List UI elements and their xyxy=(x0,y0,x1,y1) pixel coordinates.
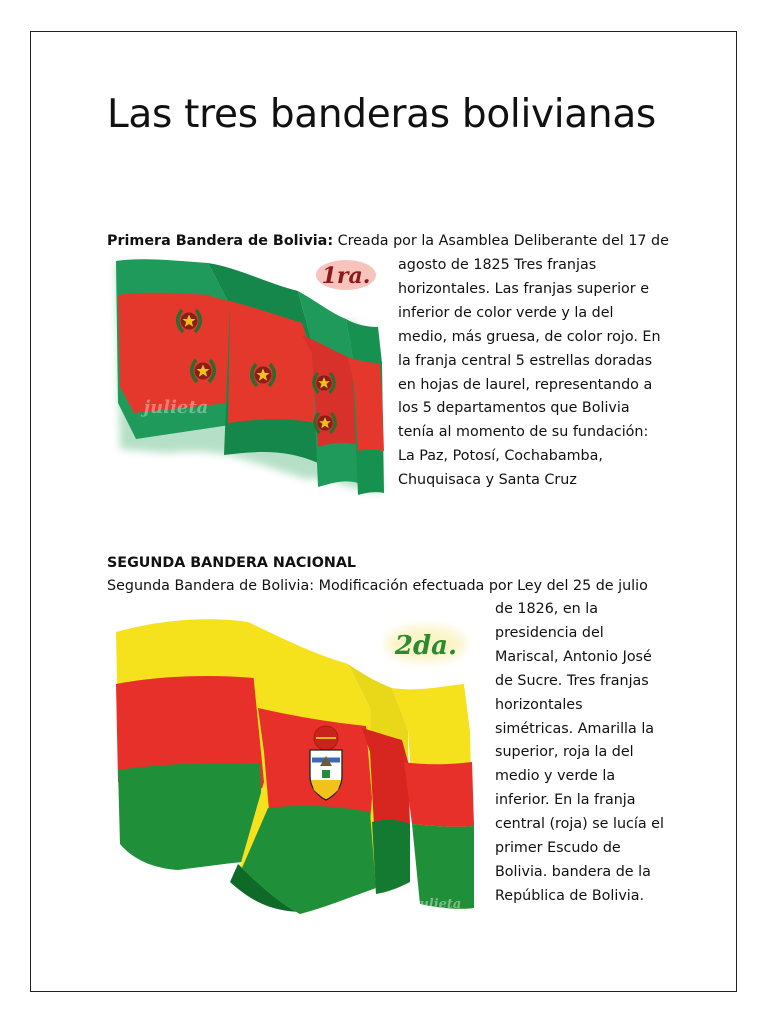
section2-lead: Segunda Bandera de Bolivia: Modificación efectuada por Ley del 25 de julio xyxy=(107,578,648,594)
section1-lead-label: Primera Bandera de Bolivia: xyxy=(107,233,334,249)
second-flag-label: 2da. xyxy=(394,631,458,661)
second-flag-watermark: julieta xyxy=(414,897,462,912)
first-flag-watermark: julieta xyxy=(143,397,209,418)
section1-body: agosto de 1825 Tres franjas horizontales. Las franjas superior e inferior de color verde y la del medio, más gruesa, de color rojo. En la franja central 5 estrellas doradas en hojas de laurel, representando a los 5 departamentos que Bolivia tenía al momento de su fundación: La Paz, Potosí, Cochabamba, Chuquisaca y Santa Cruz xyxy=(398,257,661,489)
first-flag-label: 1ra. xyxy=(321,263,371,289)
section1-lead-line xyxy=(107,230,669,254)
section1-lead-text: Creada por la Asamblea Deliberante del 17 de xyxy=(333,233,669,249)
page-title: Las tres banderas bolivianas xyxy=(107,92,656,137)
section2-heading: SEGUNDA BANDERA NACIONAL xyxy=(107,555,357,571)
section2-body: de 1826, en la presidencia del Mariscal, Antonio José de Sucre. Tres franjas horizontales simétricas. Amarilla la superior, roja la del medio y verde la inferior. En la franja central (roja) se lucía el primer Escudo de Bolivia. bandera de la República de Bolivia. xyxy=(495,601,664,904)
second-bolivian-flag-image xyxy=(108,612,484,918)
first-bolivian-flag-image xyxy=(106,253,390,499)
